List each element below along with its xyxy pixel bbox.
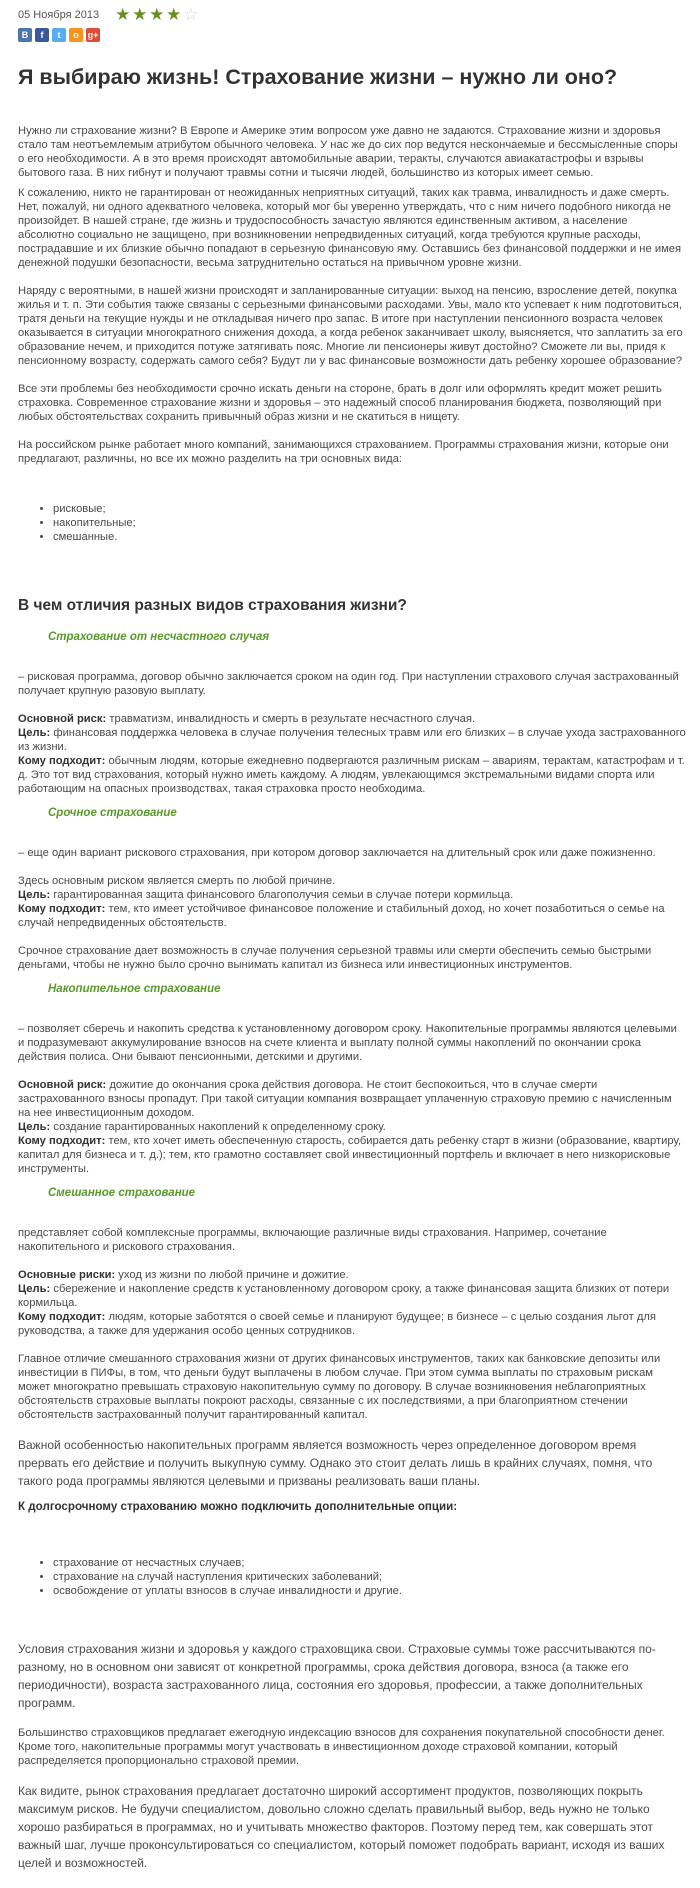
publish-date: 05 Ноября 2013 — [18, 9, 100, 21]
facebook-share-icon[interactable]: f — [35, 28, 49, 42]
star-empty-icon[interactable]: ☆ — [183, 5, 199, 24]
who-text: людям, которые заботятся о своей семье и планируют будущее; в бизнесе – с целью создания льгот для руководства, а также для удержания особо ценных сотрудников. — [18, 1311, 656, 1337]
term-extra: Срочное страхование дает возможность в случае получения серьезной травмы или смерти обеспечить семью быстрыми деньгами, чтобы не нужно было срочно вынимать капитал из бизнеса или инвестиционных инструментов. — [18, 945, 652, 971]
subsection-title-term: Срочное страхование — [48, 807, 177, 819]
article-title: Я выбираю жизнь! Страхование жизни – нужно ли оно? — [18, 65, 618, 89]
goal-label: Цель: — [18, 727, 51, 739]
twitter-share-icon[interactable]: t — [52, 28, 66, 42]
insurance-kinds-list — [18, 502, 686, 544]
who-label: Кому подходит: — [18, 1311, 106, 1323]
star-filled-icon[interactable]: ★ — [166, 5, 182, 24]
vk-share-icon[interactable]: В — [18, 28, 32, 42]
outro-paragraph: Большинство страховщиков предлагает ежегодную индексацию взносов для сохранения покупательной способности денег. Кроме того, накопительные программы могут участвовать в инвестиционном доходе страховой компании, который распределяется пропорционально страховой премии. — [18, 1727, 665, 1767]
mixed-extra: Важной особенностью накопительных программ является возможность через определенное договором время прервать его действие и получить выкупную сумму. Однако это стоит делать лишь в крайних случаях, помня, что такого рода программы являются целевыми и призваны реализовать ваши планы. — [18, 1438, 653, 1488]
intro-paragraph: На российском рынке работает много компаний, занимающихся страхованием. Программы страхования жизни, которые они предлагают, различны, но все их можно разделить на три основных вида: — [18, 439, 669, 465]
outro-paragraph: Как видите, рынок страхования предлагает достаточно широкий ассортимент продуктов, позволяющих покрыть максимум рисков. Не будучи специалистом, довольно сложно сделать правильный выбор, ведь нужно не только хорошо разбираться в программах, но и учитывать множество факторов. Поэтому перед тем, как совершать этот важный шаг, лучше проконсультироваться со специалистом, который поможет подобрать вариант, исходя из ваших целей и возможностей. — [18, 1784, 665, 1870]
mixed-description: представляет собой комплексные программы, включающие различные виды страхования. Например, сочетание накопительного и рискового страхования. — [18, 1227, 607, 1253]
risk-label: Основные риски: — [18, 1269, 116, 1281]
risk-text: дожитие до окончания срока действия договора. Не стоит беспокоиться, что в случае смерти застрахованного взносы пропадут. При такой ситуации компания возвращает уплаченную страховую премию с начисленным на нее инвестиционным доходом. — [18, 1079, 672, 1119]
options-list — [18, 1556, 686, 1598]
article-meta — [18, 6, 686, 24]
subsection-title-accident: Страхование от несчастного случая — [48, 631, 270, 643]
accident-details — [18, 712, 686, 796]
star-filled-icon[interactable]: ★ — [115, 5, 131, 24]
who-label: Кому подходит: — [18, 755, 106, 767]
list-item: • смешанные. — [53, 530, 686, 544]
outro-paragraph: Условия страхования жизни и здоровья у каждого страховщика свои. Страховые суммы тоже рассчитываются по-разному, но в основном они зависят от конкретной программы, срока действия договора, взноса (а также его периодичности), возраста застрахованного лица, состояния его здоровья, профессии, а также дополнительных программ. — [18, 1642, 656, 1710]
goal-label: Цель: — [18, 889, 51, 901]
risk-label: Основной риск: — [18, 1079, 107, 1091]
rating-stars[interactable] — [115, 7, 200, 23]
who-text: тем, кто имеет устойчивое финансовое положение и стабильный доход, но хочет позаботиться о семье на случай непредвиденных обстоятельств. — [18, 903, 665, 929]
intro-paragraph: Все эти проблемы без необходимости срочно искать деньги на стороне, брать в долг или оформлять кредит может решить страховка. Современное страхование жизни и здоровья – это надежный способ планирования бюджета, позволяющий при любых обстоятельствах сохранить привычный образ жизни и не скатиться в нищету. — [18, 383, 662, 423]
list-item: • страхование на случай наступления критических заболеваний; — [53, 1570, 686, 1584]
list-item: • освобождение от уплаты взносов в случае инвалидности и другие. — [53, 1584, 686, 1598]
goal-text: гарантированная защита финансового благополучия семьи в случае потери кормильца. — [50, 889, 514, 901]
goal-text: сбережение и накопление средств к установленному договором сроку, а также финансовая защита близких от потери кормильца. — [18, 1283, 670, 1309]
accident-description: – рисковая программа, договор обычно заключается сроком на один год. При наступлении страхового случая застрахованный получает крупную разовую выплату. — [18, 671, 679, 697]
mixed-details — [18, 1268, 686, 1338]
who-label: Кому подходит: — [18, 1135, 106, 1147]
term-details — [18, 874, 686, 930]
list-item: • рисковые; — [53, 502, 686, 516]
risk-text: травматизм, инвалидность и смерть в результате несчастного случая. — [106, 713, 476, 725]
share-bar — [18, 28, 686, 42]
who-label: Кому подходит: — [18, 903, 106, 915]
odnoklassniki-share-icon[interactable]: о — [69, 28, 83, 42]
who-text: тем, кто хочет иметь обеспеченную старость, собирается дать ребенку старт в жизни (образование, квартиру, капитал для бизнеса и т. д.); тем, кто грамотно составляет свой инвестиционный портфель и включает в него низкорисковые инструменты. — [18, 1135, 682, 1175]
intro-paragraph: К сожалению, никто не гарантирован от неожиданных неприятных ситуаций, таких как травма, инвалидность и даже смерть. Нет, пожалуй, ни одного адекватного человека, который мог бы уверенно утверждать, что с ним ничего подобного никогда не произойдет. В нашей стране, где жизнь и трудоспособность зачастую являются единственным активом, а население абсолютно социально не защищено, при возникновении непредвиденных ситуаций, когда требуются крупные расходы, пострадавшие и их близкие обычно попадают в серьезную финансовую яму. Оставшись без финансовой поддержки и не имея денежной подушки безопасности, весьма затруднительно остаться на привычном уровне жизни. — [18, 187, 682, 269]
who-text: обычным людям, которые ежедневно подвергаются различным рискам – авариям, терактам, катастрофам и т. д. Это тот вид страхования, который нужно иметь каждому. А людям, увлекающимся экстремальными видами спорта или работающим на опасных производствах, такая страховка просто необходима. — [18, 755, 685, 795]
term-description: – еще один вариант рискового страхования, при котором договор заключается на длительный срок или даже пожизненно. — [18, 847, 656, 859]
goal-text: создание гарантированных накоплений к определенному сроку. — [50, 1121, 386, 1133]
section-heading: В чем отличия разных видов страхования жизни? — [18, 597, 407, 614]
risk-text: уход из жизни по любой причине и дожитие. — [115, 1269, 349, 1281]
subsection-title-savings: Накопительное страхование — [48, 983, 221, 995]
star-filled-icon[interactable]: ★ — [149, 5, 165, 24]
savings-details — [18, 1078, 686, 1176]
options-heading: К долгосрочному страхованию можно подключить дополнительные опции: — [18, 1500, 458, 1513]
star-filled-icon[interactable]: ★ — [132, 5, 148, 24]
risk-text: Здесь основным риском является смерть по любой причине. — [18, 875, 336, 887]
subsection-title-mixed: Смешанное страхование — [48, 1187, 196, 1199]
mixed-extra: Главное отличие смешанного страхования жизни от других финансовых инструментов, таких как банковские депозиты или инвестиции в ПИФы, в том, что деньги будут выплачены в любом случае. При этом сумма выплаты по страховым рискам может многократно превышать страховую накопительную сумму по договору. В случае возникновения неблагоприятных обстоятельств страховые выплаты покроют расходы, связанные с их последствиями, а при благоприятном стечении обстоятельств застрахованный получит гарантированный капитал. — [18, 1353, 661, 1421]
intro-paragraph: Наряду с вероятными, в нашей жизни происходят и запланированные ситуации: выход на пенсию, взросление детей, покупка жилья и т. п. Эти события также связаны с серьезными финансовыми расходами. Увы, мало кто успевает к ним подготовиться, тратя деньги на текущие нужды и не откладывая ничего про запас. В итоге при наступлении пенсионного возраста человек оказывается в ситуации многократного снижения дохода, а когда ребенок заканчивает школу, выясняется, что заплатить за его образование нечем, и приходится потуже затягивать пояс. Многие ли пенсионеры живут достойно? Сможете ли вы, придя к пенсионному возрасту, содержать самого себя? Будут ли у вас финансовые возможности дать ребенку хорошее образование? — [18, 285, 683, 367]
list-item: • накопительные; — [53, 516, 686, 530]
savings-description: – позволяет сберечь и накопить средства к установленному договором сроку. Накопительные программы являются целевыми и подразумевают аккумулирование взносов на счете клиента и выплату полной суммы накоплений по окончании срока действия полиса. Они бывают пенсионными, детскими и другими. — [18, 1023, 677, 1063]
goal-text: финансовая поддержка человека в случае получения телесных травм или его близких – в случае ухода застрахованного из жизни. — [18, 727, 686, 753]
goal-label: Цель: — [18, 1283, 51, 1295]
risk-label: Основной риск: — [18, 713, 107, 725]
list-item: • страхование от несчастных случаев; — [53, 1556, 686, 1570]
google-plus-share-icon[interactable]: g+ — [87, 30, 99, 40]
intro-paragraph: Нужно ли страхование жизни? В Европе и Америке этим вопросом уже давно не задаются. Страхование жизни и здоровья стало там неотъемлемым атрибутом обычного человека. У нас же до сих пор ведутся нескончаемые и бессмысленные споры о его необходимости. А в это время происходят автомобильные аварии, теракты, случаются авиакатастрофы и взрывы бытового газа. В них гибнут и получают травмы сотни и тысячи людей, большинство из которых имеет семью. — [18, 125, 678, 179]
goal-label: Цель: — [18, 1121, 51, 1133]
